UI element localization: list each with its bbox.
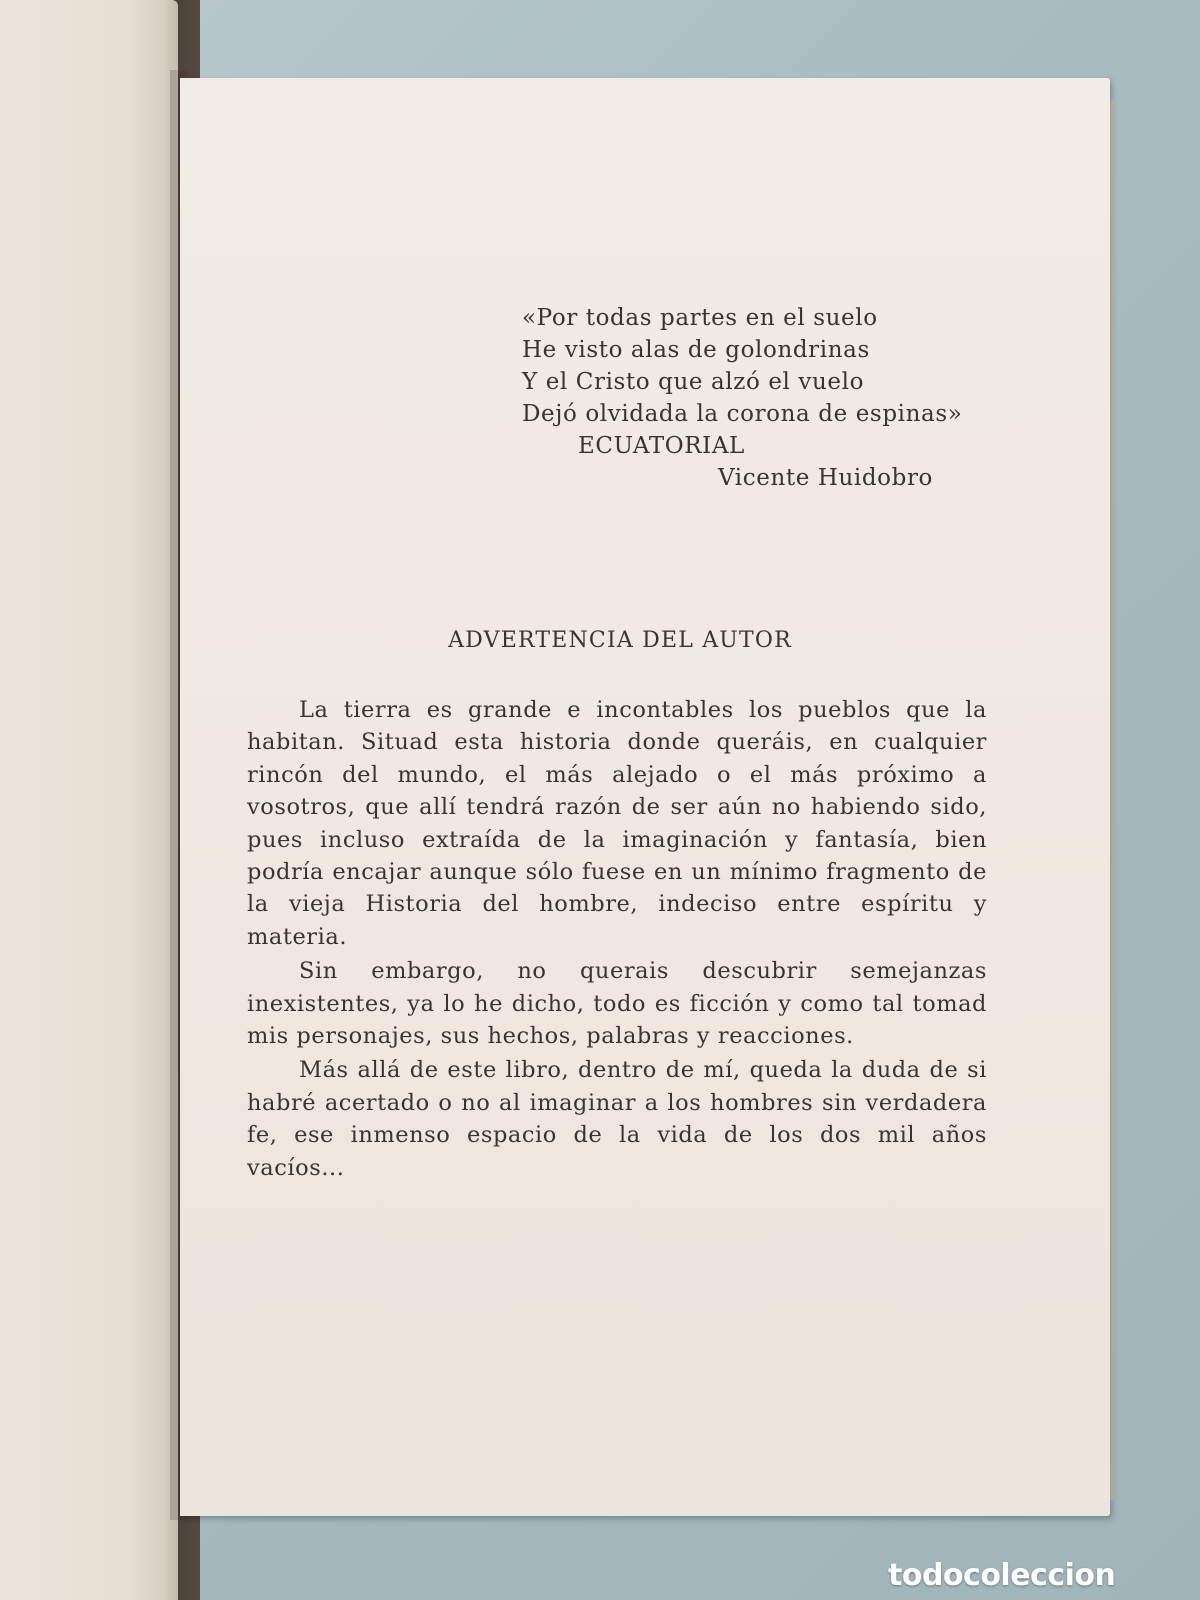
author-note-body — [247, 694, 987, 1186]
left-page — [0, 0, 178, 1600]
epigraph-author: Vicente Huidobro — [718, 465, 933, 491]
epigraph-line: He visto alas de golondrinas — [522, 337, 870, 363]
watermark: todocoleccion — [888, 1558, 1116, 1593]
paragraph: Más allá de este libro, dentro de mí, queda la duda de si habré acertado o no al imaginar a los hombres sin verdadera fe, ese inmenso espacio de la vida de los dos mil años vacíos... — [247, 1057, 987, 1181]
section-title: ADVERTENCIA DEL AUTOR — [448, 628, 792, 653]
epigraph — [522, 302, 1022, 494]
paragraph: La tierra es grande e incontables los pueblos que la habitan. Situad esta historia donde queráis, en cualquier rincón del mundo, el más alejado o el más próximo a vosotros, que allí tendrá razón de ser aún no habiendo sido, pues incluso extraída de la imaginación y fantasía, bien podría encajar aunque sólo fuese en un mínimo fragmento de la vieja Historia del hombre, indeciso entre espíritu y materia. — [247, 697, 987, 950]
paragraph: Sin embargo, no querais descubrir semejanzas inexistentes, ya lo he dicho, todo es ficción y como tal tomad mis personajes, sus hechos, palabras y reacciones. — [247, 958, 987, 1050]
epigraph-line: «Por todas partes en el suelo — [522, 305, 878, 331]
epigraph-line: Y el Cristo que alzó el vuelo — [522, 369, 865, 395]
epigraph-line: Dejó olvidada la corona de espinas» — [522, 401, 963, 427]
epigraph-source: ECUATORIAL — [578, 433, 745, 459]
